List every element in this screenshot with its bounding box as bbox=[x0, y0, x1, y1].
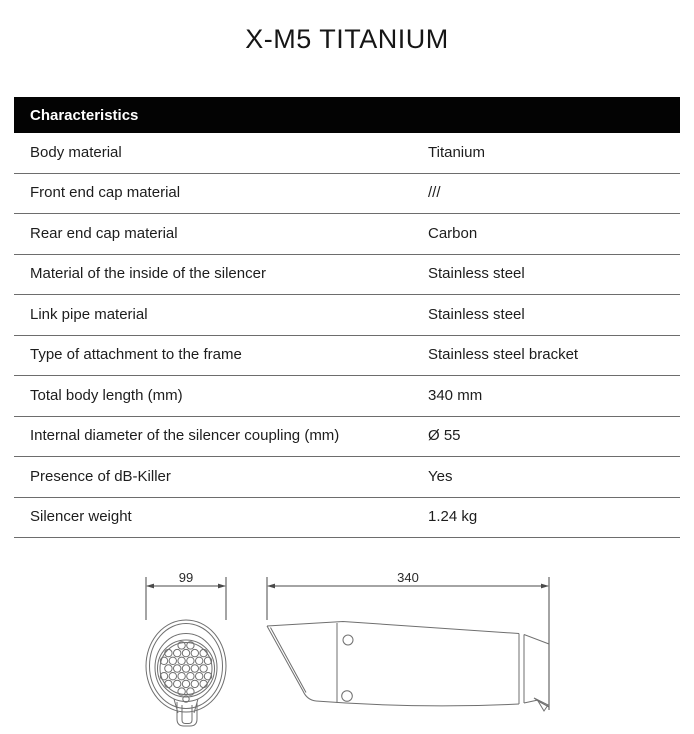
table-row bbox=[14, 174, 680, 215]
table-header bbox=[14, 97, 680, 133]
spec-label: Internal diameter of the silencer coupling (mm) bbox=[30, 427, 340, 445]
table-row bbox=[14, 255, 680, 296]
table-row bbox=[14, 376, 680, 417]
page-title: X-M5 TITANIUM bbox=[245, 24, 449, 55]
spec-value: /// bbox=[428, 184, 441, 202]
spec-label: Rear end cap material bbox=[30, 224, 178, 242]
front-view-mesh bbox=[160, 642, 211, 696]
side-view-dimension bbox=[267, 577, 549, 710]
table-row bbox=[14, 214, 680, 255]
spec-label: Link pipe material bbox=[30, 305, 148, 323]
table-row bbox=[14, 295, 680, 336]
spec-value: Stainless steel bracket bbox=[428, 346, 579, 364]
spec-value: Titanium bbox=[428, 143, 485, 161]
side-view-dimension-label: 340 bbox=[397, 570, 419, 585]
table-row bbox=[14, 498, 680, 539]
spec-value: Stainless steel bbox=[428, 265, 525, 283]
table-row bbox=[14, 417, 680, 458]
characteristics-table bbox=[14, 97, 680, 538]
spec-label: Presence of dB-Killer bbox=[30, 467, 171, 485]
table-header-label: Characteristics bbox=[30, 106, 139, 124]
spec-label: Total body length (mm) bbox=[30, 386, 183, 404]
side-view-outline bbox=[267, 622, 549, 712]
spec-value: 340 mm bbox=[428, 386, 483, 404]
front-view-outline bbox=[146, 620, 226, 726]
technical-drawing bbox=[0, 568, 694, 734]
spec-value: Ø 55 bbox=[428, 427, 461, 445]
spec-label: Type of attachment to the frame bbox=[30, 346, 242, 364]
table-row bbox=[14, 133, 680, 174]
spec-label: Silencer weight bbox=[30, 508, 132, 526]
spec-value: Stainless steel bbox=[428, 305, 525, 323]
spec-label: Material of the inside of the silencer bbox=[30, 265, 266, 283]
spec-table-body bbox=[14, 133, 680, 538]
spec-label: Front end cap material bbox=[30, 184, 181, 202]
spec-value: Carbon bbox=[428, 224, 478, 242]
table-row bbox=[14, 457, 680, 498]
spec-value: Yes bbox=[428, 467, 453, 485]
spec-value: 1.24 kg bbox=[428, 508, 478, 526]
spec-label: Body material bbox=[30, 143, 122, 161]
front-view-dimension-label: 99 bbox=[178, 570, 194, 585]
table-row bbox=[14, 336, 680, 377]
silencer-drawing bbox=[0, 568, 694, 729]
